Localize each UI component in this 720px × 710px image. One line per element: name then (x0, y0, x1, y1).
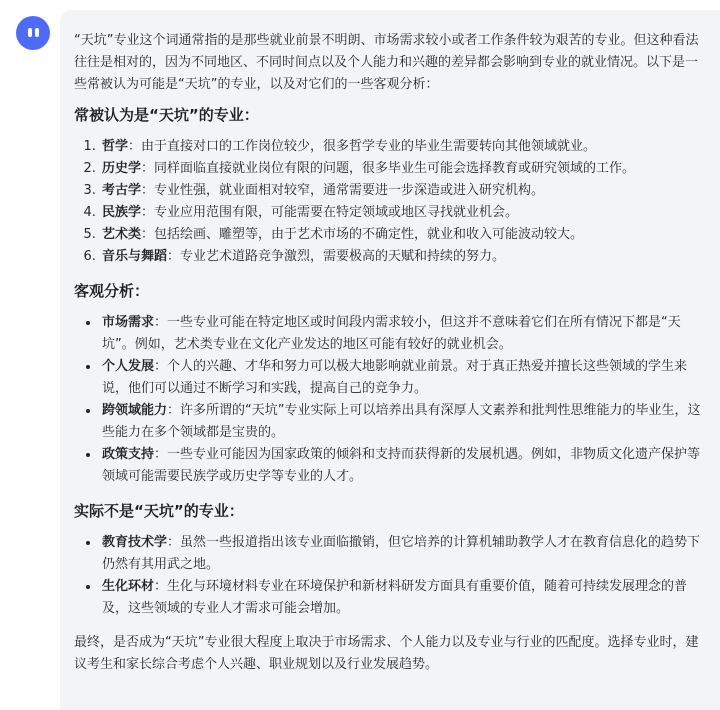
list-item: 6. 音乐与舞蹈：专业艺术道路竞争激烈，需要极高的天赋和持续的努力。 (100, 246, 710, 268)
list-item: 5. 艺术类：包括绘画、雕塑等，由于艺术市场的不确定性，就业和收入可能波动较大。 (100, 224, 710, 246)
section-heading-not-tiankeng: 实际不是“天坑”的专业： (74, 502, 244, 520)
list-item: • 教育技术学：虽然一些报道指出该专业面临撤销，但它培养的计算机辅助教学人才在教育信息化的趋势下仍然有其用武之地。 (100, 532, 710, 576)
section-heading-tiankeng: 常被认为是“天坑”的专业： (74, 106, 259, 124)
list-item: 4. 民族学：专业应用范围有限，可能需要在特定领域或地区寻找就业机会。 (100, 202, 710, 224)
list-item: • 个人发展：个人的兴趣、才华和努力可以极大地影响就业前景。对于真正热爱并擅长这些领域的学生来说，他们可以通过不断学习和实践，提高自己的竞争力。 (100, 356, 710, 400)
analysis-list (74, 312, 710, 488)
list-item: • 生化环材：生化与环境材料专业在环境保护和新材料研发方面具有重要价值，随着可持续发展理念的普及，这些领域的专业人才需求可能会增加。 (100, 576, 710, 620)
tiankeng-major-list (74, 136, 710, 268)
section-heading-analysis: 客观分析： (74, 282, 150, 300)
assistant-avatar (16, 16, 50, 50)
message-intro: “天坑”专业这个词通常指的是那些就业前景不明朗、市场需求较小或者工作条件较为艰苦的专业。但这种看法往往是相对的，因为不同地区、不同时间点以及个人能力和兴趣的差异都会影响到专业的就业情况。以下是一些常被认为可能是“天坑”的专业，以及对它们的一些客观分析： (74, 33, 699, 92)
list-item: • 市场需求：一些专业可能在特定地区或时间段内需求较小，但这并不意味着它们在所有情况下都是“天坑”。例如，艺术类专业在文化产业发达的地区可能有较好的就业机会。 (100, 312, 710, 356)
assistant-message (60, 10, 720, 710)
list-item: 3. 考古学：专业性强，就业面相对较窄，通常需要进一步深造或进入研究机构。 (100, 180, 710, 202)
list-item: • 政策支持：一些专业可能因为国家政策的倾斜和支持而获得新的发展机遇。例如，非物质文化遗产保护等领域可能需要民族学或历史学等专业的人才。 (100, 444, 710, 488)
list-item: • 跨领域能力：许多所谓的“天坑”专业实际上可以培养出具有深厚人文素养和批判性思维能力的毕业生，这些能力在多个领域都是宝贵的。 (100, 400, 710, 444)
message-conclusion: 最终，是否成为“天坑”专业很大程度上取决于市场需求、个人能力以及专业与行业的匹配度。选择专业时，建议考生和家长综合考虑个人兴趣、职业规划以及行业发展趋势。 (74, 635, 699, 672)
not-tiankeng-list (74, 532, 710, 620)
robot-face-icon (28, 28, 32, 37)
list-item: 2. 历史学：同样面临直接就业岗位有限的问题，很多毕业生可能会选择教育或研究领域的工作。 (100, 158, 710, 180)
list-item: 1. 哲学：由于直接对口的工作岗位较少，很多哲学专业的毕业生需要转向其他领域就业。 (100, 136, 710, 158)
